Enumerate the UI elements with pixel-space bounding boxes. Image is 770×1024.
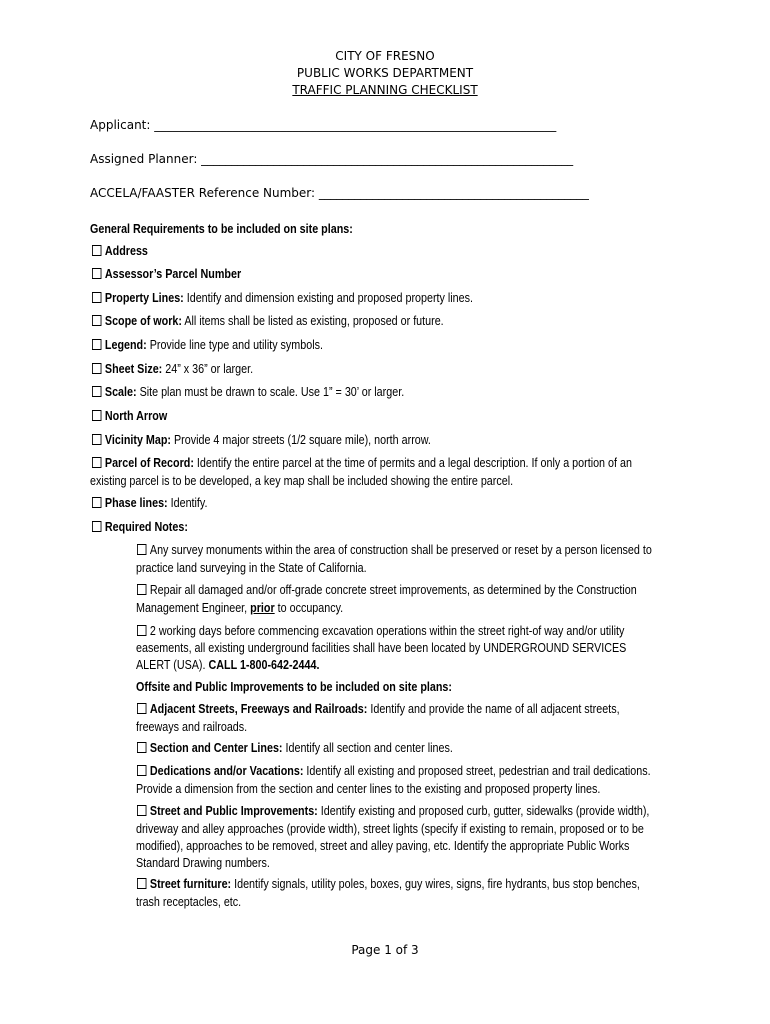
checkbox[interactable] xyxy=(92,315,101,326)
checkbox[interactable] xyxy=(137,625,146,636)
note-repair-concrete-continued: Management Engineer, prior to occupancy. xyxy=(136,601,344,615)
checkbox[interactable] xyxy=(92,339,101,350)
item-section-center-lines: Section and Center Lines: Identify all section and center lines. xyxy=(137,741,453,755)
item-street-furniture: Street furniture: Identify signals, utility poles, boxes, guy wires, signs, fire hydrants, bus stop benches, xyxy=(137,877,640,891)
checkbox[interactable] xyxy=(92,521,101,532)
applicant-field[interactable]: Applicant: ___________________________________________________________________ xyxy=(90,118,557,132)
checkbox[interactable] xyxy=(137,544,146,555)
item-address: Address xyxy=(92,244,148,258)
item-vicinity-map: Vicinity Map: Provide 4 major streets (1/2 square mile), north arrow. xyxy=(92,433,431,447)
checkbox[interactable] xyxy=(92,292,101,303)
adjacent-streets-continued: freeways and railroads. xyxy=(136,720,248,734)
note-survey-monuments-continued: practice land surveying in the State of California. xyxy=(136,561,367,575)
checkbox[interactable] xyxy=(92,363,101,374)
city-name: CITY OF FRESNO xyxy=(335,49,435,63)
item-scope-of-work: Scope of work: All items shall be listed as existing, proposed or future. xyxy=(92,314,444,328)
note-excavation-call: ALERT (USA). CALL 1-800-642-2444. xyxy=(136,658,320,672)
checkbox[interactable] xyxy=(92,410,101,421)
page-number: Page 1 of 3 xyxy=(351,943,419,957)
offsite-improvements-heading: Offsite and Public Improvements to be included on site plans: xyxy=(136,680,452,694)
item-scale: Scale: Site plan must be drawn to scale. Use 1” = 30’ or larger. xyxy=(92,385,404,399)
checkbox[interactable] xyxy=(137,742,146,753)
item-legend: Legend: Provide line type and utility symbols. xyxy=(92,338,323,352)
item-adjacent-streets: Adjacent Streets, Freeways and Railroads: Identify and provide the name of all adjacent streets, xyxy=(137,702,620,716)
note-survey-monuments: Any survey monuments within the area of construction shall be preserved or reset by a person licensed to xyxy=(137,543,652,557)
street-improvements-continued-2: modified), approaches to be removed, street and alley paving, etc. Identify the appropriate Public Works xyxy=(136,839,630,853)
checkbox[interactable] xyxy=(92,386,101,397)
checkbox[interactable] xyxy=(137,703,146,714)
document-header xyxy=(0,48,770,99)
checkbox[interactable] xyxy=(137,878,146,889)
item-dedications-vacations: Dedications and/or Vacations: Identify all existing and proposed street, pedestrian and trail dedications. xyxy=(137,764,651,778)
checkbox[interactable] xyxy=(137,765,146,776)
item-required-notes: Required Notes: xyxy=(92,520,188,534)
item-sheet-size: Sheet Size: 24” x 36” or larger. xyxy=(92,362,253,376)
checkbox[interactable] xyxy=(92,497,101,508)
item-street-public-improvements: Street and Public Improvements: Identify existing and proposed curb, gutter, sidewalks (provide width), xyxy=(137,804,649,818)
note-excavation: 2 working days before commencing excavation operations within the street right-of way and/or utility xyxy=(137,624,624,638)
checkbox[interactable] xyxy=(137,584,146,595)
checkbox[interactable] xyxy=(92,457,101,468)
note-excavation-continued: easements, all existing underground facilities shall have been located by UNDERGROUND SERVICES xyxy=(136,641,627,655)
checkbox[interactable] xyxy=(92,245,101,256)
checkbox[interactable] xyxy=(137,805,146,816)
accela-reference-field[interactable]: ACCELA/FAASTER Reference Number: _____________________________________________ xyxy=(90,186,589,200)
general-requirements-heading: General Requirements to be included on site plans: xyxy=(90,222,353,236)
dedications-continued: Provide a dimension from the section and center lines to the existing and proposed property lines. xyxy=(136,782,601,796)
item-phase-lines: Phase lines: Identify. xyxy=(92,496,207,510)
department-name: PUBLIC WORKS DEPARTMENT xyxy=(296,66,474,80)
checkbox[interactable] xyxy=(92,434,101,445)
assigned-planner-field[interactable]: Assigned Planner: ______________________________________________________________ xyxy=(90,152,574,166)
item-property-lines: Property Lines: Identify and dimension existing and proposed property lines. xyxy=(92,291,473,305)
item-apn: Assessor’s Parcel Number xyxy=(92,267,241,281)
street-improvements-continued-3: Standard Drawing numbers. xyxy=(136,856,270,870)
street-improvements-continued-1: driveway and alley approaches (provide width), street lights (specify if existing to remain, proposed or to be xyxy=(136,822,644,836)
note-repair-concrete: Repair all damaged and/or off-grade concrete street improvements, as determined by the Construction xyxy=(137,583,637,597)
street-furniture-continued: trash receptacles, etc. xyxy=(136,895,242,909)
parcel-of-record-continued: existing parcel is to be developed, a key map shall be included showing the entire parcel. xyxy=(90,474,514,488)
item-parcel-of-record: Parcel of Record: Identify the entire parcel at the time of permits and a legal description. If only a portion of an xyxy=(92,456,632,470)
document-title: TRAFFIC PLANNING CHECKLIST xyxy=(292,83,478,97)
item-north-arrow: North Arrow xyxy=(92,409,167,423)
checkbox[interactable] xyxy=(92,268,101,279)
